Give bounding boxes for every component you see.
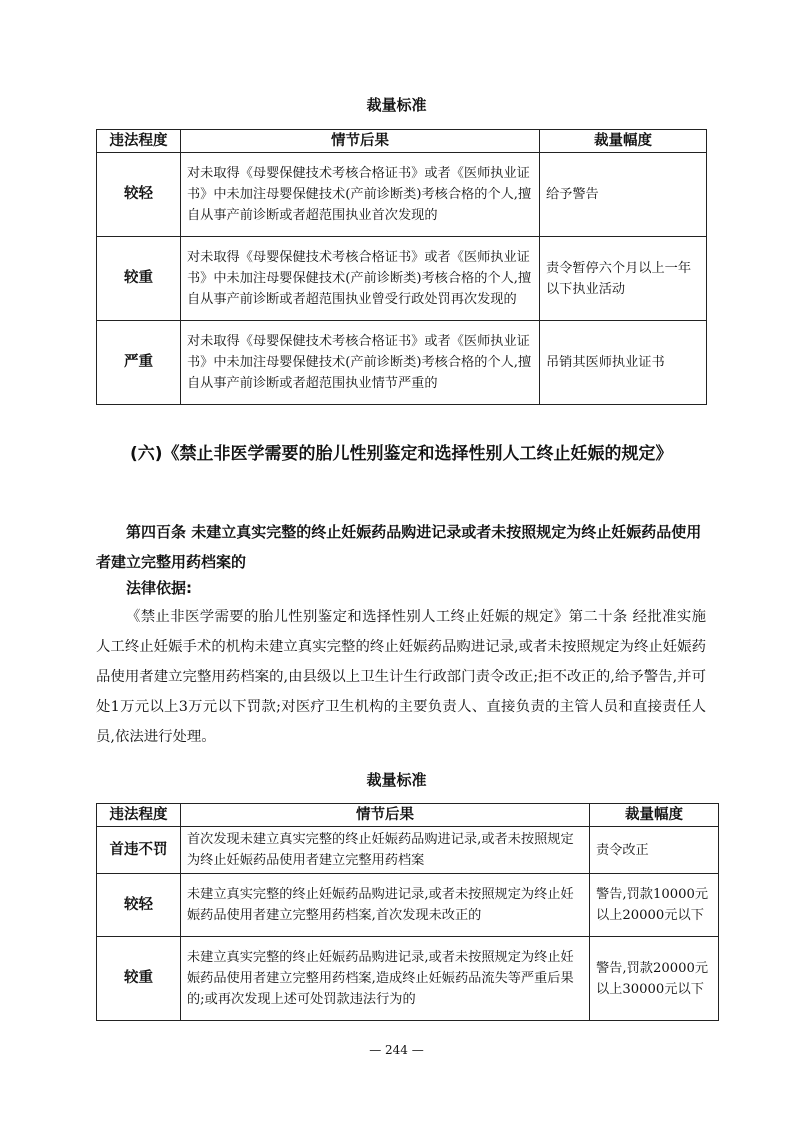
table1-header-level: 违法程度 — [97, 130, 181, 153]
page-number: — 244 — — [369, 1043, 424, 1057]
table-row — [97, 874, 719, 937]
table1 — [96, 129, 707, 405]
circumstance-text: 未建立真实完整的终止妊娠药品购进记录,或者未按照规定为终止妊娠药品使用者建立完整用药档案,首次发现未改正的 — [181, 874, 590, 937]
legal-basis-label: 法律依据: — [126, 579, 192, 597]
table1-header-row — [97, 130, 707, 153]
table-row — [97, 937, 719, 1021]
article-title: 第四百条 未建立真实完整的终止妊娠药品购进记录或者未按照规定为终止妊娠药品使用者建立完整用药档案的 — [96, 523, 702, 571]
circumstance-text: 对未取得《母婴保健技术考核合格证书》或者《医师执业证书》中未加注母婴保健技术(产前诊断类)考核合格的个人,擅自从事产前诊断或者超范围执业曾受行政处罚再次发现的 — [181, 237, 540, 321]
circumstance-text: 未建立真实完整的终止妊娠药品购进记录,或者未按照规定为终止妊娠药品使用者建立完整用药档案,造成终止妊娠药品流失等严重后果的;或再次发现上述可处罚款违法行为的 — [181, 937, 590, 1021]
violation-level: 较重 — [97, 937, 181, 1021]
table-row — [97, 321, 707, 405]
penalty-text: 给予警告 — [540, 153, 707, 237]
legal-basis-text: 《禁止非医学需要的胎儿性别鉴定和选择性别人工终止妊娠的规定》第二十条 经批准实施人工终止妊娠手术的机构未建立真实完整的终止妊娠药品购进记录,或者未按照规定为终止妊娠药品使用者建立完整用药档案的,由县级以上卫生计生行政部门责令改正;拒不改正的,给予警告,并可处1万元以上3万元以下罚款;对医疗卫生机构的主要负责人、直接负责的主管人员和直接责任人员,依法进行处理。 — [96, 609, 706, 745]
section-heading: (六)《禁止非医学需要的胎儿性别鉴定和选择性别人工终止妊娠的规定》 — [130, 444, 673, 464]
table-row — [97, 153, 707, 237]
table2 — [96, 803, 719, 1021]
table2-header-row — [97, 804, 719, 827]
penalty-text: 责令暂停六个月以上一年以下执业活动 — [540, 237, 707, 321]
table2-header-level: 违法程度 — [97, 804, 181, 827]
penalty-text: 吊销其医师执业证书 — [540, 321, 707, 405]
table2-header-penalty: 裁量幅度 — [590, 804, 719, 827]
table1-caption: 裁量标准 — [366, 96, 427, 114]
circumstance-text: 对未取得《母婴保健技术考核合格证书》或者《医师执业证书》中未加注母婴保健技术(产前诊断类)考核合格的个人,擅自从事产前诊断或者超范围执业首次发现的 — [181, 153, 540, 237]
violation-level: 较轻 — [97, 874, 181, 937]
table2-caption: 裁量标准 — [366, 771, 427, 789]
penalty-text: 警告,罚款20000元以上30000元以下 — [590, 937, 719, 1021]
penalty-text: 责令改正 — [590, 827, 719, 874]
penalty-text: 警告,罚款10000元以上20000元以下 — [590, 874, 719, 937]
table2-header-circumstance: 情节后果 — [181, 804, 590, 827]
violation-level: 较重 — [97, 237, 181, 321]
table-row — [97, 827, 719, 874]
violation-level: 较轻 — [97, 153, 181, 237]
table-row — [97, 237, 707, 321]
table1-header-penalty: 裁量幅度 — [540, 130, 707, 153]
table1-header-circumstance: 情节后果 — [181, 130, 540, 153]
circumstance-text: 首次发现未建立真实完整的终止妊娠药品购进记录,或者未按照规定为终止妊娠药品使用者建立完整用药档案 — [181, 827, 590, 874]
violation-level: 严重 — [97, 321, 181, 405]
violation-level: 首违不罚 — [97, 827, 181, 874]
circumstance-text: 对未取得《母婴保健技术考核合格证书》或者《医师执业证书》中未加注母婴保健技术(产前诊断类)考核合格的个人,擅自从事产前诊断或者超范围执业情节严重的 — [181, 321, 540, 405]
